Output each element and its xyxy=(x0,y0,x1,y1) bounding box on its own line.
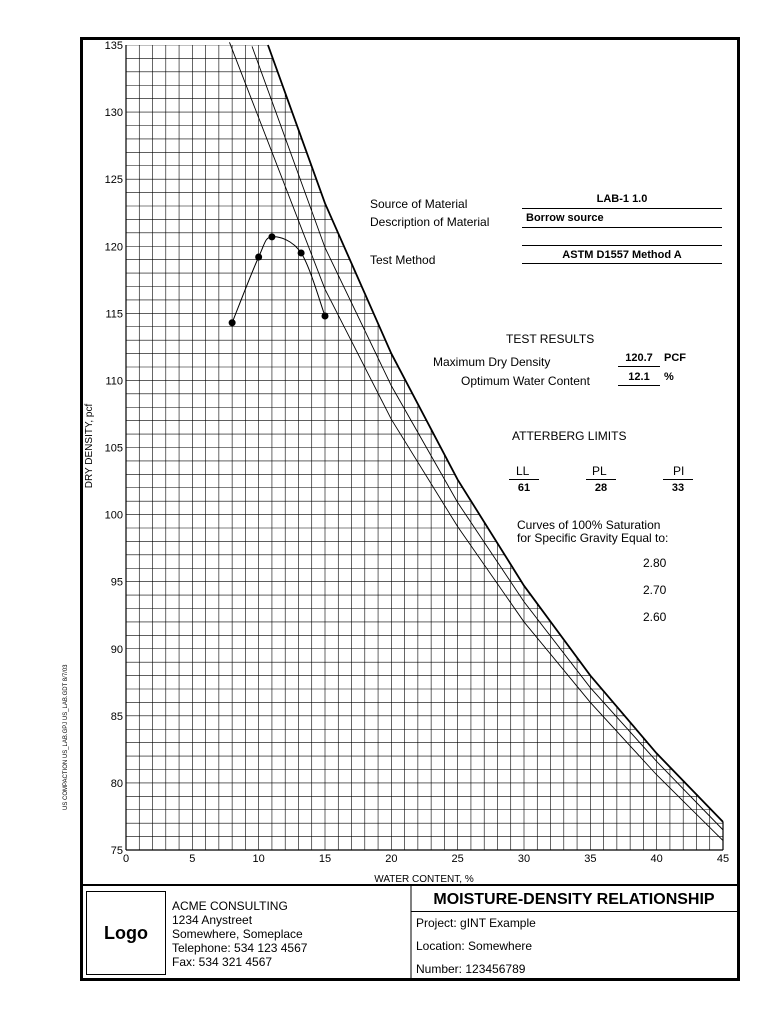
ll-label: LL xyxy=(516,464,530,478)
source-label: Source of Material xyxy=(370,197,468,211)
source-underline xyxy=(522,208,722,209)
source-value: LAB-1 1.0 xyxy=(596,193,648,205)
x-tick-label: 0 xyxy=(122,853,130,865)
y-tick-label: 80 xyxy=(110,777,123,790)
pi-label: PI xyxy=(673,464,685,478)
compaction-fit xyxy=(232,237,325,323)
description-underline-2 xyxy=(522,245,722,246)
y-tick-label: 125 xyxy=(104,174,123,187)
pl-value: 28 xyxy=(594,482,608,494)
description-label: Description of Material xyxy=(370,215,490,229)
x-tick-label: 40 xyxy=(650,853,663,865)
y-tick-label: 110 xyxy=(105,375,123,388)
mdd-label: Maximum Dry Density xyxy=(433,355,551,369)
omc-unit: % xyxy=(664,371,674,383)
pi-underline xyxy=(663,479,693,480)
compaction-point xyxy=(268,233,275,240)
x-axis-label: WATER CONTENT, % xyxy=(374,874,474,885)
method-value: ASTM D1557 Method A xyxy=(562,249,682,261)
company-logo: Logo xyxy=(86,891,166,975)
y-tick-label: 95 xyxy=(110,576,123,589)
report-title: MOISTURE-DENSITY RELATIONSHIP xyxy=(411,888,737,912)
y-tick-label: 105 xyxy=(104,442,123,455)
mdd-value: 120.7 xyxy=(625,352,653,364)
omc-underline xyxy=(618,385,660,386)
axis-ticks xyxy=(105,40,729,865)
number-line: Number: 123456789 xyxy=(416,962,526,976)
y-tick-label: 90 xyxy=(110,643,123,656)
y-tick-label: 85 xyxy=(110,710,123,723)
ll-underline xyxy=(509,479,539,480)
compaction-point xyxy=(255,253,262,260)
x-tick-label: 20 xyxy=(385,853,398,865)
location-line: Location: Somewhere xyxy=(416,939,533,953)
x-tick-label: 25 xyxy=(451,853,464,865)
compaction-curve xyxy=(232,237,325,323)
y-tick-label: 115 xyxy=(105,308,123,321)
mdd-underline xyxy=(618,366,660,367)
y-tick-label: 130 xyxy=(104,107,123,120)
compaction-point xyxy=(298,249,305,256)
compaction-point xyxy=(229,319,236,326)
y-tick-label: 75 xyxy=(110,845,123,857)
y-tick-label: 100 xyxy=(104,509,123,522)
ll-value: 61 xyxy=(517,482,531,494)
x-tick-label: 15 xyxy=(318,853,332,865)
company-address-1: 1234 Anystreet xyxy=(172,913,253,927)
omc-label: Optimum Water Content xyxy=(461,374,590,388)
project-line: Project: gINT Example xyxy=(416,916,536,930)
x-tick-label: 35 xyxy=(584,853,597,865)
y-tick-label: 120 xyxy=(104,241,123,254)
pi-value: 33 xyxy=(671,482,685,494)
compaction-points xyxy=(229,233,329,326)
gs-270: 2.70 xyxy=(643,583,667,597)
sidebar-file-stamp: US COMPACTION US_LAB.GPJ US_LAB.GDT 8/7/03 xyxy=(63,664,69,810)
description-underline xyxy=(522,227,722,228)
company-address-2: Somewhere, Someplace xyxy=(172,927,303,941)
pl-underline xyxy=(586,479,616,480)
saturation-curve-2.8 xyxy=(268,45,723,822)
y-axis-label: DRY DENSITY, pcf xyxy=(84,403,95,489)
mdd-unit: PCF xyxy=(664,352,686,364)
method-underline xyxy=(522,263,722,264)
method-label: Test Method xyxy=(370,253,436,267)
y-tick-label: 135 xyxy=(104,40,123,52)
compaction-point xyxy=(322,313,329,320)
saturation-curve-2.6 xyxy=(229,42,723,840)
x-tick-label: 10 xyxy=(252,853,265,865)
company-name: ACME CONSULTING xyxy=(172,899,288,913)
saturation-heading-1: Curves of 100% Saturation xyxy=(517,518,661,532)
company-fax: Fax: 534 321 4567 xyxy=(172,955,273,969)
description-value: Borrow source xyxy=(526,212,604,224)
grid-lines xyxy=(126,45,723,850)
pl-label: PL xyxy=(592,464,607,478)
x-tick-label: 30 xyxy=(517,853,531,865)
atterberg-heading: ATTERBERG LIMITS xyxy=(512,429,627,443)
chart-grid xyxy=(126,45,723,850)
x-tick-label: 5 xyxy=(189,853,196,865)
omc-value: 12.1 xyxy=(628,371,650,383)
saturation-curves xyxy=(229,42,723,840)
company-block xyxy=(172,899,307,969)
company-phone: Telephone: 534 123 4567 xyxy=(172,941,308,955)
saturation-heading-2: for Specific Gravity Equal to: xyxy=(517,531,669,545)
saturation-curve-2.7 xyxy=(252,46,723,830)
x-tick-label: 45 xyxy=(716,853,730,865)
test-results-heading: TEST RESULTS xyxy=(506,332,595,346)
gs-260: 2.60 xyxy=(643,610,667,624)
gs-280: 2.80 xyxy=(643,556,667,570)
